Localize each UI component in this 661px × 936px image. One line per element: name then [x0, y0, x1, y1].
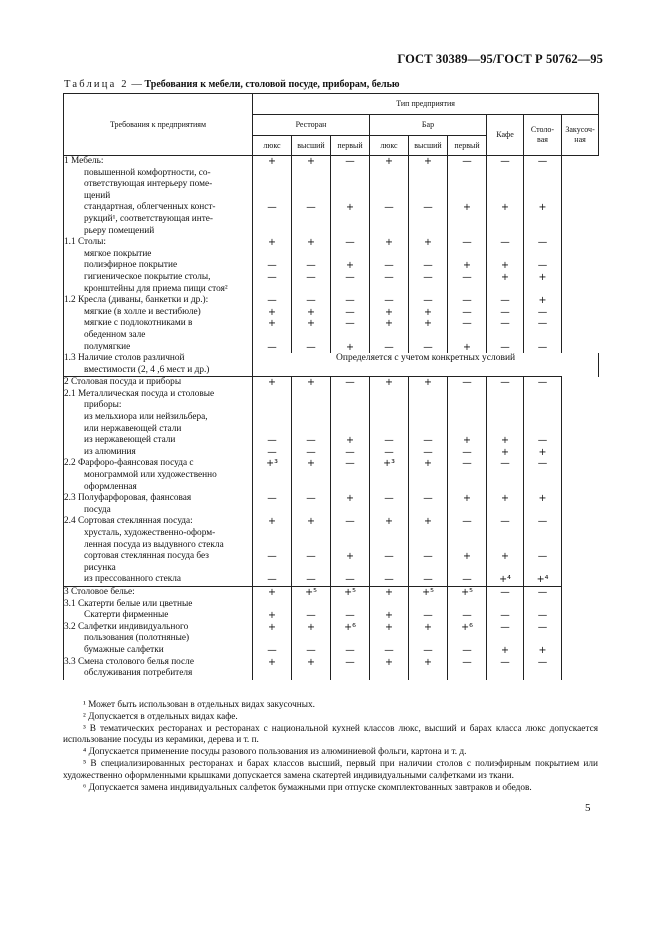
mark-cell: + [409, 458, 448, 493]
mark-cell: — [409, 272, 448, 295]
bar-header: Бар [370, 115, 487, 136]
mark-cell: — [487, 610, 524, 622]
table-row [64, 156, 599, 203]
mark-cell: +³ [370, 458, 409, 493]
mark-cell: +⁵ [409, 586, 448, 610]
mark-cell: + [487, 645, 524, 657]
mark-cell: — [292, 610, 331, 622]
requirement-line: 1.1 Столы: [64, 237, 106, 248]
table-row [64, 586, 599, 610]
mark-cell: — [331, 377, 370, 435]
requirement-line: 2.2 Фарфоро-фаянсовая посуда с [64, 458, 194, 469]
mark-cell: +⁶ [448, 622, 487, 645]
mark-cell: — [487, 237, 524, 260]
mark-cell: — [448, 574, 487, 586]
mark-cell: — [409, 493, 448, 516]
table-row [64, 202, 599, 237]
requirement-line: оформленная [84, 481, 137, 492]
footnote: ⁴ Допускается применение посуды разового пользования из алюминиевой фольги, картона и т. д. [83, 747, 467, 758]
requirement-line: гигиеническое покрытие столы, [84, 271, 211, 282]
requirement-line: хрусталь, художественно-оформ- [84, 528, 216, 538]
requirement-cell [64, 645, 253, 657]
mark-cell: — [524, 586, 562, 610]
class-header: высший [409, 136, 448, 156]
requirement-line: рукций¹, соответствующая инте- [84, 213, 214, 224]
requirement-line: 2.1 Металлическая посуда и столовые [64, 388, 215, 399]
requirement-line: из мельхиора или нейзильбера, [84, 412, 208, 423]
mark-cell: — [253, 447, 292, 459]
mark-cell: +⁵ [448, 586, 487, 610]
mark-cell: — [524, 307, 562, 319]
standard-header: ГОСТ 30389—95/ГОСТ Р 50762—95 [397, 52, 603, 66]
mark-cell: — [253, 295, 292, 307]
mark-cell: — [448, 657, 487, 680]
mark-cell: + [524, 645, 562, 657]
mark-cell: — [292, 574, 331, 586]
mark-cell: — [253, 551, 292, 574]
mark-cell: — [448, 377, 487, 435]
mark-cell: + [370, 377, 409, 435]
requirement-line: 1.3 Наличие столов различной [64, 353, 185, 364]
mark-cell: — [448, 307, 487, 319]
requirement-line: мягкое покрытие [84, 248, 152, 259]
footnotes [63, 700, 598, 794]
mark-cell: — [331, 318, 370, 341]
requirement-line: посуда [84, 504, 111, 515]
mark-cell: — [448, 645, 487, 657]
mark-cell: — [292, 645, 331, 657]
mark-cell: — [331, 156, 370, 203]
mark-cell: — [370, 493, 409, 516]
table-title: Требования к мебели, столовой посуде, приборам, белью [144, 79, 400, 90]
mark-cell: — [331, 574, 370, 586]
caption-dash: — [128, 79, 145, 90]
requirement-line: повышенной комфортности, со- [84, 167, 211, 178]
requirement-line: 3.1 Скатерти белые или цветные [64, 598, 193, 609]
mark-cell: — [370, 574, 409, 586]
mark-cell: + [292, 318, 331, 341]
mark-cell: — [448, 458, 487, 493]
mark-cell: + [292, 458, 331, 493]
requirement-line: рисунка [84, 562, 116, 573]
mark-cell: — [524, 435, 562, 447]
mark-cell: + [487, 447, 524, 459]
table-row [64, 622, 599, 645]
mark-cell: + [448, 551, 487, 574]
mark-cell: — [331, 307, 370, 319]
mark-cell: — [487, 516, 524, 551]
table-row [64, 574, 599, 586]
footnote: ³ В тематических ресторанах и ресторанах с национальной кухней классов люкс, высший и барах класса люкс допускается использование посуды из керамики, дерева и т. п. [63, 723, 598, 746]
mark-cell: — [292, 551, 331, 574]
mark-cell: — [448, 295, 487, 307]
mark-cell: + [292, 657, 331, 680]
requirement-line: обслуживания потребителя [84, 668, 193, 679]
mark-cell: — [292, 435, 331, 447]
requirement-line: 2 Столовая посуда и приборы [64, 377, 182, 388]
mark-cell: — [292, 342, 331, 354]
footnote: ² Допускается в отдельных видах кафе. [83, 711, 238, 722]
mark-cell: — [292, 272, 331, 295]
mark-cell: +⁴ [524, 574, 562, 586]
mark-cell: + [370, 237, 409, 260]
requirement-line: 3.3 Смена столового белья после [64, 656, 194, 667]
mark-cell: — [292, 260, 331, 272]
table-row [64, 645, 599, 657]
requirement-line: бумажные салфетки [84, 644, 164, 655]
mark-cell: + [331, 202, 370, 237]
requirement-cell [64, 622, 253, 645]
class-header: люкс [253, 136, 292, 156]
requirement-cell [64, 272, 253, 295]
requirement-line: полумягкие [84, 341, 131, 352]
mark-cell: — [448, 237, 487, 260]
requirement-line: монограммой или художественно [84, 470, 217, 481]
mark-cell: — [253, 272, 292, 295]
mark-cell: + [487, 202, 524, 237]
mark-cell: + [253, 516, 292, 551]
requirement-line: 3 Столовое белье: [64, 586, 135, 597]
mark-cell: + [292, 622, 331, 645]
mark-cell: — [487, 156, 524, 203]
mark-cell: +⁵ [292, 586, 331, 610]
mark-cell: + [448, 493, 487, 516]
mark-cell: — [253, 435, 292, 447]
mark-cell: + [409, 307, 448, 319]
mark-cell: +⁵ [331, 586, 370, 610]
requirement-cell [64, 574, 253, 586]
stolovaya-header: Столо- вая [524, 115, 562, 156]
mark-cell: — [331, 272, 370, 295]
mark-cell: + [524, 447, 562, 459]
mark-cell: +⁴ [487, 574, 524, 586]
mark-cell: + [253, 586, 292, 610]
mark-cell: + [524, 493, 562, 516]
mark-cell: + [292, 237, 331, 260]
mark-cell: — [370, 645, 409, 657]
mark-cell: + [331, 342, 370, 354]
mark-cell: — [448, 447, 487, 459]
mark-cell: — [370, 260, 409, 272]
mark-cell: + [409, 622, 448, 645]
mark-cell: — [292, 493, 331, 516]
table-row [64, 353, 599, 377]
mark-cell: + [409, 318, 448, 341]
requirement-line: вместимости (2, 4 ,6 мест и др.) [84, 364, 210, 375]
mark-cell: — [331, 516, 370, 551]
merged-note-cell: Определяется с учетом конкретных условий [253, 353, 599, 377]
requirement-line: рьеру помещений [84, 225, 155, 236]
requirement-cell [64, 516, 253, 551]
mark-cell: — [331, 645, 370, 657]
table-row [64, 307, 599, 319]
mark-cell: — [524, 610, 562, 622]
table-caption [64, 79, 400, 90]
mark-cell: — [409, 645, 448, 657]
mark-cell: — [292, 202, 331, 237]
requirement-line: мягкие (в холле и вестибюле) [84, 306, 201, 317]
mark-cell: — [487, 342, 524, 354]
requirement-cell [64, 493, 253, 516]
mark-cell: — [331, 447, 370, 459]
table-row [64, 516, 599, 551]
mark-cell: + [487, 493, 524, 516]
mark-cell: + [409, 237, 448, 260]
mark-cell: — [487, 295, 524, 307]
requirement-cell [64, 237, 253, 260]
requirement-line: или нержавеющей стали [84, 423, 182, 434]
mark-cell: + [370, 586, 409, 610]
requirement-cell [64, 458, 253, 493]
requirement-line: 1 Мебель: [64, 156, 104, 166]
mark-cell: — [524, 342, 562, 354]
mark-cell: + [487, 435, 524, 447]
mark-cell: + [253, 156, 292, 203]
table-row [64, 237, 599, 260]
mark-cell: — [331, 237, 370, 260]
mark-cell: — [331, 458, 370, 493]
requirement-line: 1.2 Кресла (диваны, банкетки и др.): [64, 295, 209, 306]
requirement-cell [64, 342, 253, 354]
requirement-cell [64, 260, 253, 272]
table-row [64, 272, 599, 295]
mark-cell: — [331, 610, 370, 622]
requirement-cell [64, 610, 253, 622]
mark-cell: + [524, 295, 562, 307]
mark-cell: — [409, 574, 448, 586]
mark-cell: — [253, 342, 292, 354]
mark-cell: — [331, 295, 370, 307]
requirement-line: 2.4 Сортовая стеклянная посуда: [64, 516, 193, 527]
mark-cell: — [253, 645, 292, 657]
mark-cell: + [409, 377, 448, 435]
mark-cell: — [524, 657, 562, 680]
mark-cell: + [253, 307, 292, 319]
mark-cell: — [370, 272, 409, 295]
requirement-line: из прессованного стекла [84, 574, 181, 585]
restaurant-header: Ресторан [253, 115, 370, 136]
mark-cell: + [253, 377, 292, 435]
footnote: ⁶ Допускается замена индивидуальных салфеток бумажными при отпуске скомплектованных завтраков и обедов. [83, 782, 532, 793]
table-row [64, 260, 599, 272]
mark-cell: — [448, 516, 487, 551]
mark-cell: — [487, 307, 524, 319]
mark-cell: + [253, 610, 292, 622]
table-row [64, 342, 599, 354]
table-row [64, 610, 599, 622]
mark-cell: + [331, 493, 370, 516]
class-header: первый [448, 136, 487, 156]
mark-cell: + [409, 516, 448, 551]
requirement-line: кронштейны для приема пищи стоя² [84, 283, 228, 294]
mark-cell: + [253, 237, 292, 260]
mark-cell: — [409, 447, 448, 459]
requirement-line: 2.3 Полуфарфоровая, фаянсовая [64, 493, 192, 504]
mark-cell: + [370, 156, 409, 203]
mark-cell: — [253, 202, 292, 237]
zakusochnaya-header: Закусоч- ная [562, 115, 599, 156]
mark-cell: +³ [253, 458, 292, 493]
mark-cell: — [370, 435, 409, 447]
mark-cell: — [524, 237, 562, 260]
table-row [64, 458, 599, 493]
mark-cell: + [292, 156, 331, 203]
mark-cell: — [487, 657, 524, 680]
mark-cell: — [409, 551, 448, 574]
mark-cell: — [487, 377, 524, 435]
mark-cell: + [448, 202, 487, 237]
mark-cell: + [448, 435, 487, 447]
mark-cell: — [524, 458, 562, 493]
requirement-line: Скатерти фирменные [84, 610, 169, 621]
mark-cell: — [409, 342, 448, 354]
mark-cell: — [524, 516, 562, 551]
mark-cell: +⁶ [331, 622, 370, 645]
mark-cell: + [253, 657, 292, 680]
mark-cell: — [370, 447, 409, 459]
mark-cell: + [370, 657, 409, 680]
mark-cell: + [487, 272, 524, 295]
requirement-line: приборы: [84, 400, 122, 411]
mark-cell: — [331, 657, 370, 680]
mark-cell: + [409, 657, 448, 680]
cafe-header: Кафе [487, 115, 524, 156]
mark-cell: — [370, 295, 409, 307]
mark-cell: + [370, 307, 409, 319]
mark-cell: — [409, 202, 448, 237]
requirement-line: мягкие с подлокотниками в [84, 318, 193, 329]
mark-cell: — [253, 260, 292, 272]
mark-cell: — [524, 260, 562, 272]
requirement-line: сортовая стеклянная посуда без [84, 551, 209, 562]
mark-cell: — [487, 318, 524, 341]
mark-cell: + [370, 516, 409, 551]
requirement-cell [64, 156, 253, 203]
requirement-line: обеденном зале [84, 329, 146, 340]
mark-cell: — [524, 622, 562, 645]
class-header: первый [331, 136, 370, 156]
requirement-cell [64, 586, 253, 610]
mark-cell: + [331, 551, 370, 574]
mark-cell: — [253, 574, 292, 586]
mark-cell: — [292, 447, 331, 459]
mark-cell: — [448, 610, 487, 622]
mark-cell: + [487, 551, 524, 574]
mark-cell: — [370, 551, 409, 574]
mark-cell: — [487, 622, 524, 645]
mark-cell: + [253, 622, 292, 645]
table-row [64, 318, 599, 341]
requirement-line: щений [84, 190, 111, 201]
requirement-cell [64, 202, 253, 237]
mark-cell: + [487, 260, 524, 272]
page-number: 5 [585, 802, 591, 814]
footnote: ⁵ В специализированных ресторанах и барах классов высший, первый при наличии столов с полиэфирным покрытием или художественно оформленными крышками допускается замена скатертей индивидуальными салфетками из ткани. [63, 758, 598, 781]
table-row [64, 657, 599, 680]
table-row [64, 377, 599, 435]
mark-cell: — [370, 342, 409, 354]
requirements-header: Требования к предприятиям [64, 94, 253, 156]
requirement-line: стандартная, облегченных конст- [84, 202, 216, 213]
mark-cell: — [409, 610, 448, 622]
table-row [64, 435, 599, 447]
table-row [64, 447, 599, 459]
table-row [64, 551, 599, 574]
class-header: люкс [370, 136, 409, 156]
mark-cell: + [292, 377, 331, 435]
mark-cell: — [370, 202, 409, 237]
mark-cell: + [292, 516, 331, 551]
requirements-table [63, 93, 599, 680]
requirement-cell [64, 353, 253, 377]
requirement-line: из алюминия [84, 446, 136, 457]
mark-cell: — [487, 586, 524, 610]
mark-cell: + [524, 202, 562, 237]
requirement-line: 3.2 Салфетки индивидуального [64, 621, 189, 632]
mark-cell: + [331, 435, 370, 447]
requirement-line: ответствующая интерьеру поме- [84, 179, 213, 190]
footnote: ¹ Может быть использован в отдельных видах закусочных. [83, 700, 315, 710]
requirement-line: пользования (полотняные) [84, 633, 190, 644]
mark-cell: + [292, 307, 331, 319]
mark-cell: — [524, 377, 562, 435]
mark-cell: — [524, 156, 562, 203]
requirement-line: ленная посуда из выдувного стекла [84, 539, 224, 550]
table-row [64, 295, 599, 307]
requirement-cell [64, 307, 253, 319]
mark-cell: + [524, 272, 562, 295]
mark-cell: — [487, 458, 524, 493]
requirement-cell [64, 435, 253, 447]
table-row [64, 493, 599, 516]
mark-cell: + [370, 318, 409, 341]
class-header: высший [292, 136, 331, 156]
requirement-cell [64, 551, 253, 574]
table-label: Таблица 2 [64, 79, 129, 90]
requirement-cell [64, 657, 253, 680]
mark-cell: — [409, 260, 448, 272]
mark-cell: — [292, 295, 331, 307]
requirement-cell [64, 295, 253, 307]
requirement-line: из нержавеющей стали [84, 435, 176, 446]
mark-cell: — [448, 318, 487, 341]
requirement-cell [64, 377, 253, 435]
enterprise-type-header: Тип предприятия [253, 94, 599, 115]
mark-cell: + [370, 610, 409, 622]
mark-cell: — [524, 318, 562, 341]
requirement-cell [64, 447, 253, 459]
mark-cell: + [448, 342, 487, 354]
mark-cell: — [409, 435, 448, 447]
mark-cell: + [331, 260, 370, 272]
mark-cell: — [448, 156, 487, 203]
mark-cell: + [370, 622, 409, 645]
mark-cell: + [409, 156, 448, 203]
mark-cell: + [253, 318, 292, 341]
mark-cell: — [409, 295, 448, 307]
mark-cell: — [524, 551, 562, 574]
mark-cell: + [448, 260, 487, 272]
requirement-cell [64, 318, 253, 341]
requirement-line: полиэфирное покрытие [84, 260, 178, 271]
mark-cell: — [448, 272, 487, 295]
mark-cell: — [253, 493, 292, 516]
